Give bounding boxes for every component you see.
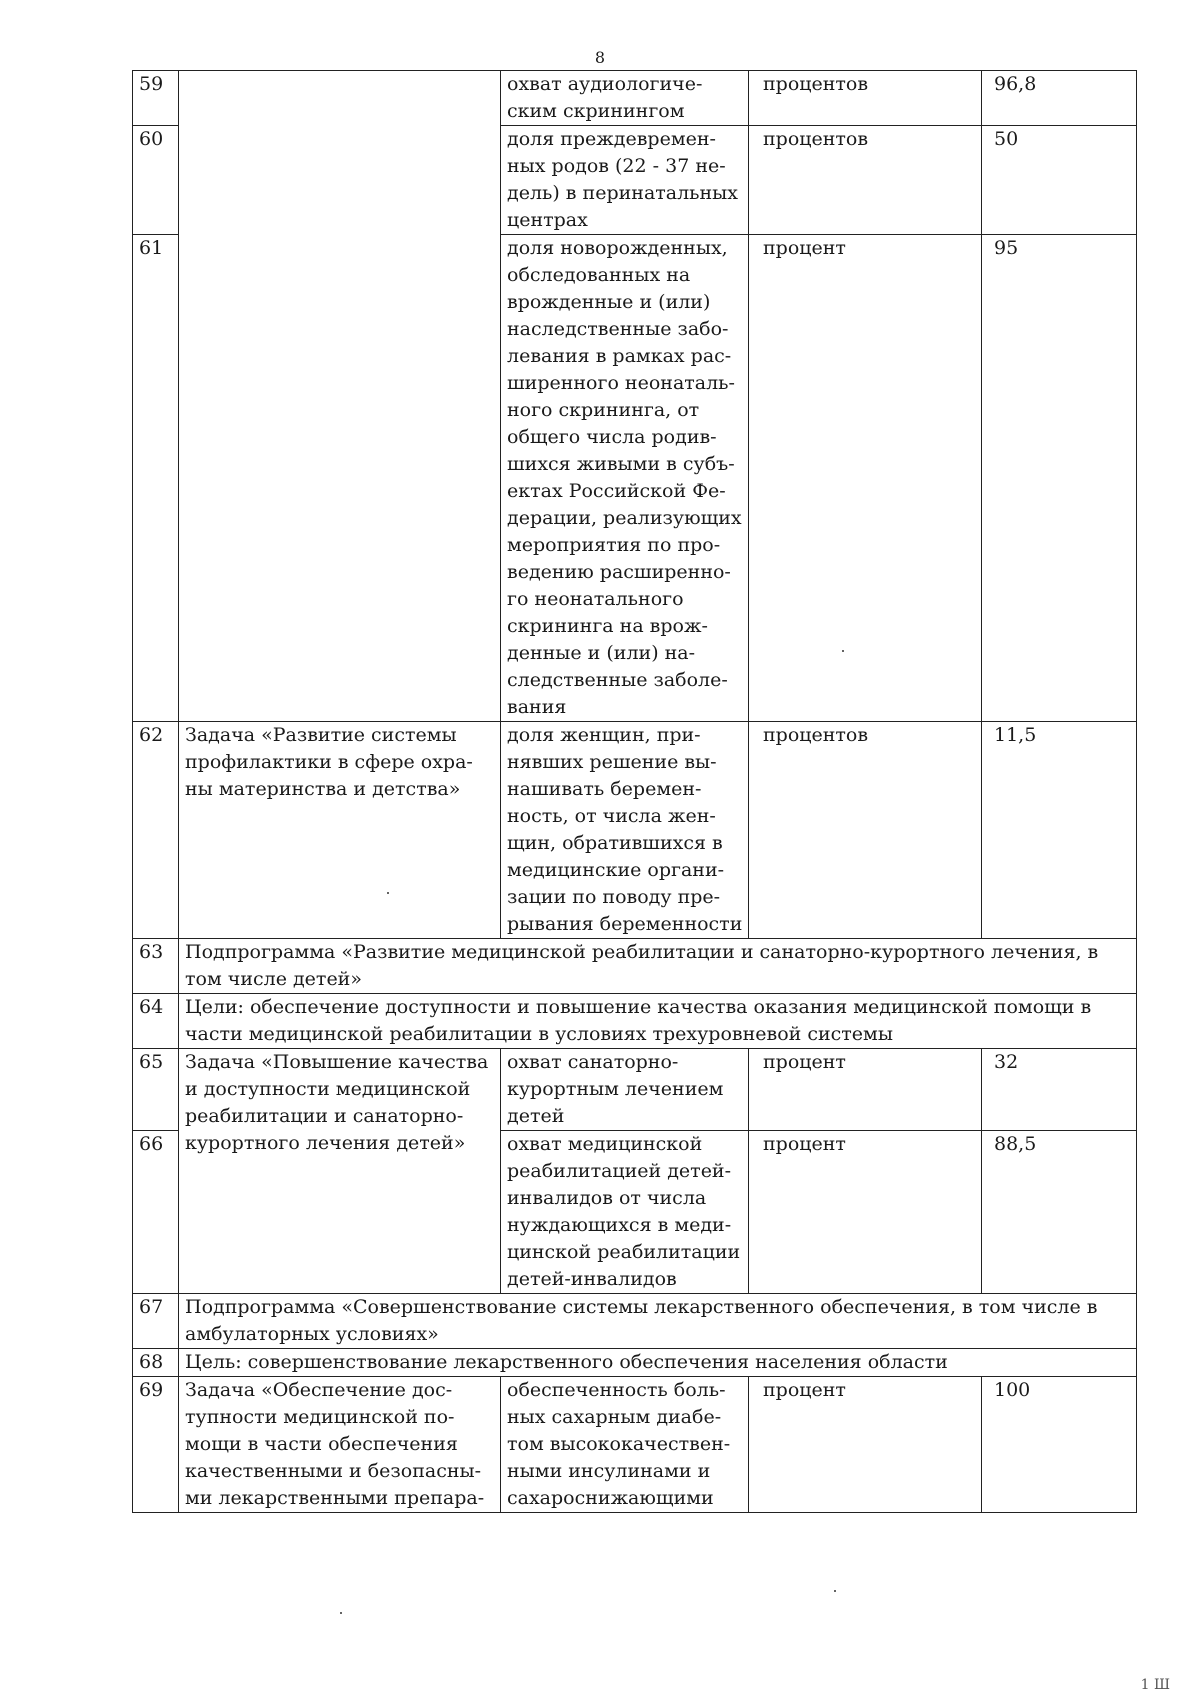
indicator-cell [501, 1049, 749, 1131]
table-row [133, 939, 1137, 994]
row-number: 66 [133, 1131, 179, 1294]
row-number: 65 [133, 1049, 179, 1131]
scan-speck [842, 650, 844, 652]
table-row [133, 1294, 1137, 1349]
subprogram-heading: Подпрограмма «Развитие медицинской реабилитации и санаторно-курортного лечения, в том числе детей» [179, 939, 1137, 994]
unit-cell [749, 1131, 982, 1294]
unit-cell [749, 126, 982, 235]
indicator-text: охват аудиологиче- ским скринингом [507, 73, 703, 122]
indicator-cell [501, 71, 749, 126]
goal-heading: Цель: совершенствование лекарственного обеспечения населения области [179, 1349, 1137, 1377]
value-text: 95 [994, 237, 1019, 259]
indicator-cell [501, 126, 749, 235]
indicator-cell [501, 1131, 749, 1294]
table-row [133, 71, 1137, 126]
task-cell [179, 1377, 501, 1513]
unit-text: процент [763, 1051, 846, 1073]
task-text: Задача «Развитие системы профилактики в сфере охра- ны материнства и детства» [185, 724, 473, 800]
row-number: 62 [133, 722, 179, 939]
row-number: 60 [133, 126, 179, 235]
value-cell [982, 126, 1137, 235]
indicators-table [132, 70, 1137, 1513]
indicator-text: обеспеченность боль- ных сахарным диабе- том высококачествен- ными инсулинами и сахароснижающими [507, 1379, 731, 1509]
row-number: 63 [133, 939, 179, 994]
unit-text: процент [763, 1379, 846, 1401]
table-row [133, 994, 1137, 1049]
value-cell [982, 235, 1137, 722]
table-row [133, 1349, 1137, 1377]
table-row [133, 722, 1137, 939]
indicator-text: охват медицинской реабилитацией детей- инвалидов от числа нуждающихся в меди- цинской реабилитации детей-инвалидов [507, 1133, 741, 1290]
task-cell-empty [179, 71, 501, 722]
task-text: Задача «Обеспечение дос- тупности медицинской по- мощи в части обеспечения качественными и безопасны- ми лекарственными препара- [185, 1379, 485, 1509]
row-number: 61 [133, 235, 179, 722]
unit-cell [749, 722, 982, 939]
scan-speck [834, 1590, 836, 1592]
value-text: 50 [994, 128, 1019, 150]
goal-heading: Цели: обеспечение доступности и повышение качества оказания медицинской помощи в части медицинской реабилитации в условиях трехуровневой системы [179, 994, 1137, 1049]
indicator-text: доля женщин, при- нявших решение вы- нашивать беремен- ность, от числа жен- щин, обратившихся в медицинские органи- зации по поводу пре- рывания беременности [507, 724, 743, 935]
indicator-cell [501, 1377, 749, 1513]
value-cell [982, 1049, 1137, 1131]
unit-cell [749, 235, 982, 722]
value-text: 32 [994, 1051, 1019, 1073]
scan-speck [340, 1612, 342, 1614]
indicator-cell [501, 235, 749, 722]
value-text: 96,8 [994, 73, 1037, 95]
task-cell [179, 1049, 501, 1294]
unit-text: процентов [763, 724, 869, 746]
value-text: 100 [994, 1379, 1031, 1401]
scan-speck [387, 892, 389, 894]
indicator-text: охват санаторно- курортным лечением детей [507, 1051, 724, 1127]
indicator-cell [501, 722, 749, 939]
row-number: 68 [133, 1349, 179, 1377]
unit-text: процент [763, 1133, 846, 1155]
table-row [133, 1049, 1137, 1131]
unit-cell [749, 1377, 982, 1513]
value-text: 11,5 [994, 724, 1037, 746]
subprogram-heading: Подпрограмма «Совершенствование системы лекарственного обеспечения, в том числе в амбулаторных условиях» [179, 1294, 1137, 1349]
unit-text: процентов [763, 128, 869, 150]
indicator-text: доля преждевремен- ных родов (22 - 37 не- дель) в перинатальных центрах [507, 128, 739, 231]
row-number: 67 [133, 1294, 179, 1349]
value-cell [982, 1131, 1137, 1294]
indicator-text: доля новорожденных, обследованных на врожденные и (или) наследственные забо- левания в рамках рас- ширенного неонаталь- ного скрининга, от общего числа родив- шихся живыми в субъ- ектах Российской Фе- дерации, реализующих мероприятия по про- ведению расширенно- го неонатального скрининга на врож- денные и (или) на- следственные заболе- вания [507, 237, 742, 718]
unit-text: процент [763, 237, 846, 259]
row-number: 59 [133, 71, 179, 126]
row-number: 64 [133, 994, 179, 1049]
value-cell [982, 722, 1137, 939]
unit-cell [749, 71, 982, 126]
unit-text: процентов [763, 73, 869, 95]
value-cell [982, 1377, 1137, 1513]
task-text: Задача «Повышение качества и доступности медицинской реабилитации и санаторно- курортного лечения детей» [185, 1051, 489, 1154]
unit-cell [749, 1049, 982, 1131]
footer-mark: 1 Ш [1140, 1677, 1170, 1693]
page-number: 8 [594, 48, 606, 67]
table-row [133, 1377, 1137, 1513]
task-cell [179, 722, 501, 939]
row-number: 69 [133, 1377, 179, 1513]
value-cell [982, 71, 1137, 126]
value-text: 88,5 [994, 1133, 1037, 1155]
